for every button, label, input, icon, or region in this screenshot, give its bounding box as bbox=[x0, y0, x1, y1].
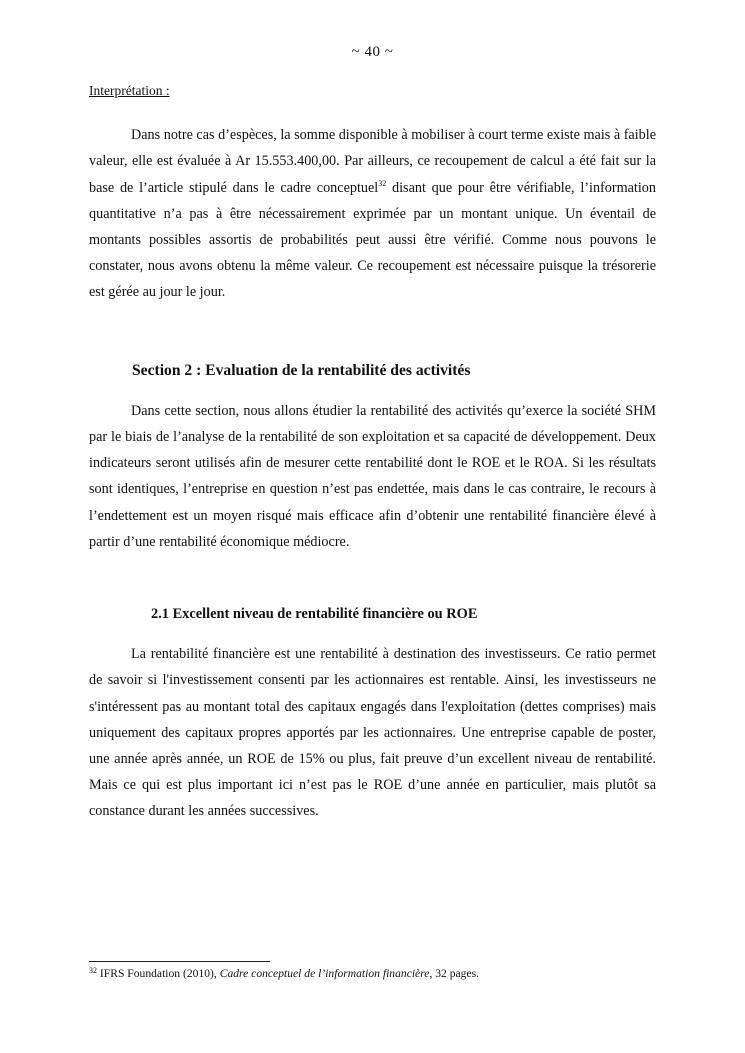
footnote-reference: 32 bbox=[378, 178, 387, 188]
footnote-author: IFRS Foundation (2010), bbox=[97, 967, 220, 980]
subsection-2-1-paragraph: La rentabilité financière est une rentabilité à destination des investisseurs. Ce ratio permet de savoir si l'investissement consenti par les actionnaires est rentable. Ainsi, les investisseurs ne s'intéressent pas au montant total des capitaux engagés dans l'exploitation (dettes comprises) mais uniquement des capitaux propres apportés par les actionnaires. Une entreprise capable de poster, une année après année, un ROE de 15% ou plus, fait preuve d’un excellent niveau de rentabilité. Mais ce qui est plus important ici n’est pas le ROE d’une année en particulier, mais plutôt sa constance durant les années successives. bbox=[89, 646, 656, 820]
subsection-2-1-heading: 2.1 Excellent niveau de rentabilité financière ou ROE bbox=[151, 606, 478, 623]
page-number: ~ 40 ~ bbox=[351, 44, 394, 60]
footnote-rest: , 32 pages. bbox=[429, 967, 480, 980]
interpretation-label: Interprétation : bbox=[89, 83, 170, 98]
footnote bbox=[89, 966, 689, 981]
footnote-number: 32 bbox=[89, 966, 97, 975]
section-2-heading: Section 2 : Evaluation de la rentabilité des activités bbox=[132, 361, 471, 379]
footnote-divider bbox=[89, 961, 270, 962]
section-2-paragraph: Dans cette section, nous allons étudier la rentabilité des activités qu’exerce la société SHM par le biais de l’analyse de la rentabilité de son exploitation et sa capacité de développement. Deux indicateurs seront utilisés afin de mesurer cette rentabilité dont le ROE et le ROA. Si les résultats sont identiques, l’entreprise en question n’est pas endettée, mais dans le cas contraire, le recours à l’endettement est un moyen risqué mais efficace afin d’obtenir une rentabilité financière élevé à partir d’une rentabilité économique médiocre. bbox=[89, 402, 656, 550]
footnote-title: Cadre conceptuel de l’information financière bbox=[219, 967, 430, 980]
interpretation-paragraph bbox=[89, 122, 656, 305]
interpretation-text-end: disant que pour être vérifiable, l’information quantitative n’a pas à être nécessairement exprimée par un montant unique. Un éventail de montants possibles assortis de probabilités peut aussi être vérifié. Comme nous pouvons le constater, nous avons obtenu la même valeur. Ce recoupement est nécessaire puisque la trésorerie est gérée au jour le jour. bbox=[89, 179, 656, 301]
interpretation-text-start: Dans notre cas d’espèces, la somme disponible à mobiliser à court terme existe mais à faible valeur, elle est évaluée à Ar 15.553.400,00. Par ailleurs, ce recoupement de calcul a été fait sur la base de l’article stipulé dans le cadre conceptuel bbox=[89, 127, 656, 196]
page-body bbox=[89, 78, 656, 825]
